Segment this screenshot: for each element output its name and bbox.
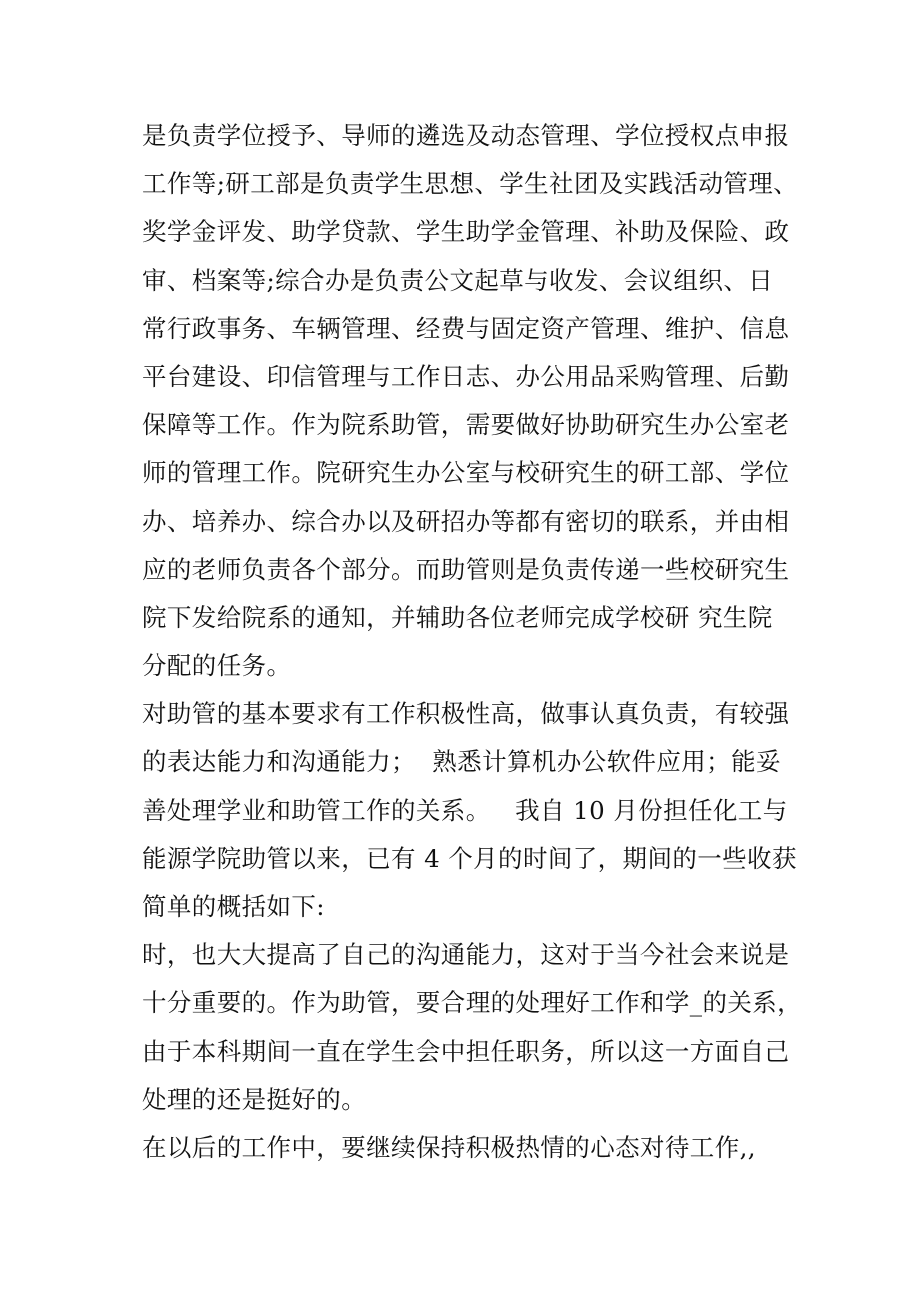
- body-text: [142, 112, 803, 1172]
- text-line: 师的管理工作。院研究生办公室与校研究生的研工部、学位: [142, 458, 790, 488]
- text-line: 是负责学位授予、导师的遴选及动态管理、学位授权点申报: [142, 121, 790, 150]
- text-line: 善处理学业和助管工作的关系。 我自 10 月份担任化工与: [142, 795, 788, 825]
- text-line: 奖学金评发、助学贷款、学生助学金管理、补助及保险、政: [142, 217, 790, 247]
- text-line: 处理的还是挺好的。: [142, 1084, 367, 1114]
- text-line: 分配的任务。: [142, 651, 292, 681]
- text-line: 审、档案等;综合办是负责公文起草与收发、会议组织、日: [142, 265, 774, 295]
- text-line: 院下发给院系的通知，并辅助各位老师完成学校研 究生院: [142, 602, 773, 632]
- text-line: 对助管的基本要求有工作积极性高，做事认真负责，有较强: [142, 699, 790, 729]
- text-line: 能源学院助管以来，已有 4 个月的时间了，期间的一些收获: [142, 843, 797, 873]
- text-line: 工作等;研工部是负责学生思想、学生社团及实践活动管理、: [142, 169, 799, 199]
- text-line: 在以后的工作中，要继续保持积极热情的心态对待工作,,: [142, 1132, 756, 1162]
- text-line: 办、培养办、综合办以及研招办等都有密切的联系，并由相: [142, 506, 790, 536]
- text-line: 简单的概括如下:: [142, 892, 325, 921]
- text-line: 十分重要的。作为助管，要合理的处理好工作和学_的关系，: [142, 988, 803, 1018]
- text-line: 应的老师负责各个部分。而助管则是负责传递一些校研究生: [142, 554, 790, 584]
- text-line: 由于本科期间一直在学生会中担任职务，所以这一方面自己: [142, 1036, 790, 1066]
- text-line: 的表达能力和沟通能力； 熟悉计算机办公软件应用；能妥: [142, 747, 781, 777]
- text-line: 常行政事务、车辆管理、经费与固定资产管理、维护、信息: [142, 313, 790, 343]
- text-line: 平台建设、印信管理与工作日志、办公用品采购管理、后勤: [142, 361, 790, 391]
- text-line: 时，也大大提高了自己的沟通能力，这对于当今社会来说是: [142, 940, 790, 970]
- text-line: 保障等工作。作为院系助管，需要做好协助研究生办公室老: [142, 410, 790, 440]
